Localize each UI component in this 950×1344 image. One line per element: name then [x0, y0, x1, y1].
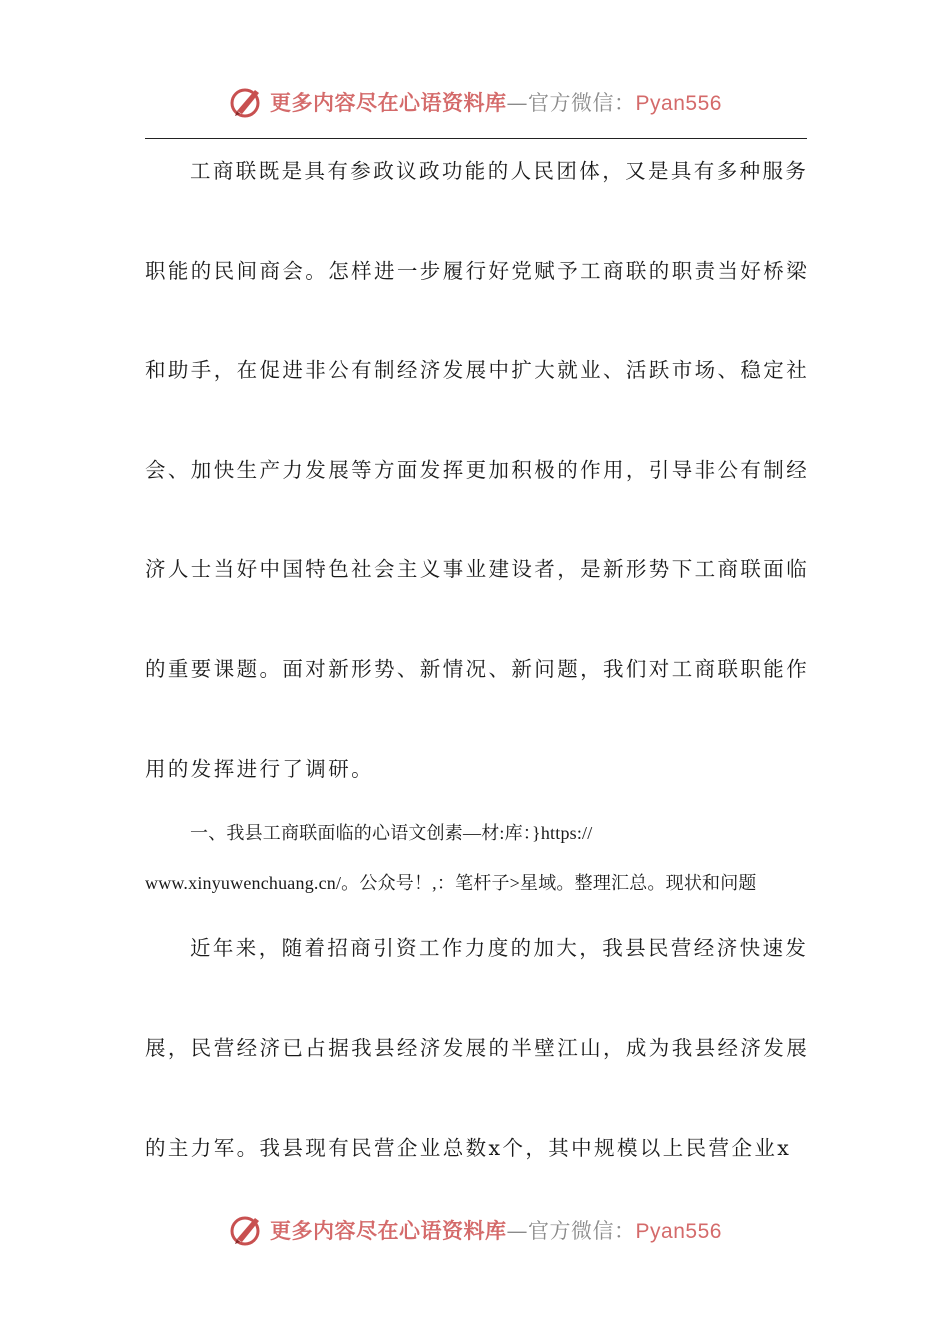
- banner-title: 更多内容尽在心语资料库: [270, 90, 507, 115]
- header-divider: [145, 138, 807, 139]
- section-heading-line: 一、我县工商联面临的心语文创素—材:库：}https://: [190, 823, 593, 843]
- paragraph-line: 展，民营经济已占据我县经济发展的半壁江山，成为我县经济发展: [145, 1036, 810, 1060]
- paragraph-line: 工商联既是具有参政议政功能的人民团体，又是具有多种服务: [190, 159, 809, 183]
- paragraph-line: 用的发挥进行了调研。: [145, 757, 374, 781]
- paragraph-line: 和助手，在促进非公有制经济发展中扩大就业、活跃市场、稳定社: [145, 358, 810, 382]
- banner-wechat-id: Pyan556: [635, 1220, 722, 1243]
- paragraph-line: 会、加快生产力发展等方面发挥更加积极的作用，引导非公有制经: [145, 458, 810, 482]
- banner-wechat-id: Pyan556: [635, 92, 722, 115]
- paragraph-line: 的重要课题。面对新形势、新情况、新问题，我们对工商联职能作: [145, 657, 810, 681]
- banner-text: [270, 1215, 722, 1245]
- section-heading-line: www.xinyuwenchuang.cn/。公众号！,：笔杆子>星域。整理汇总。现状和问题: [145, 873, 757, 893]
- paragraph-line: 近年来，随着招商引资工作力度的加大，我县民营经济快速发: [190, 936, 809, 960]
- paragraph-line: 职能的民间商会。怎样进一步履行好党赋予工商联的职责当好桥梁: [145, 259, 810, 283]
- banner-separator: —官方微信：: [506, 91, 636, 115]
- header-banner: [0, 80, 950, 124]
- pen-logo-icon: [228, 1212, 264, 1248]
- paragraph-line: 的主力军。我县现有民营企业总数x个，其中规模以上民营企业x: [145, 1136, 792, 1160]
- paragraph-line: 济人士当好中国特色社会主义事业建设者，是新形势下工商联面临: [145, 557, 810, 581]
- banner-text: [270, 87, 722, 117]
- banner-title: 更多内容尽在心语资料库: [270, 1218, 507, 1243]
- footer-banner: [0, 1208, 950, 1252]
- banner-separator: —官方微信：: [506, 1219, 636, 1243]
- pen-logo-icon: [228, 84, 264, 120]
